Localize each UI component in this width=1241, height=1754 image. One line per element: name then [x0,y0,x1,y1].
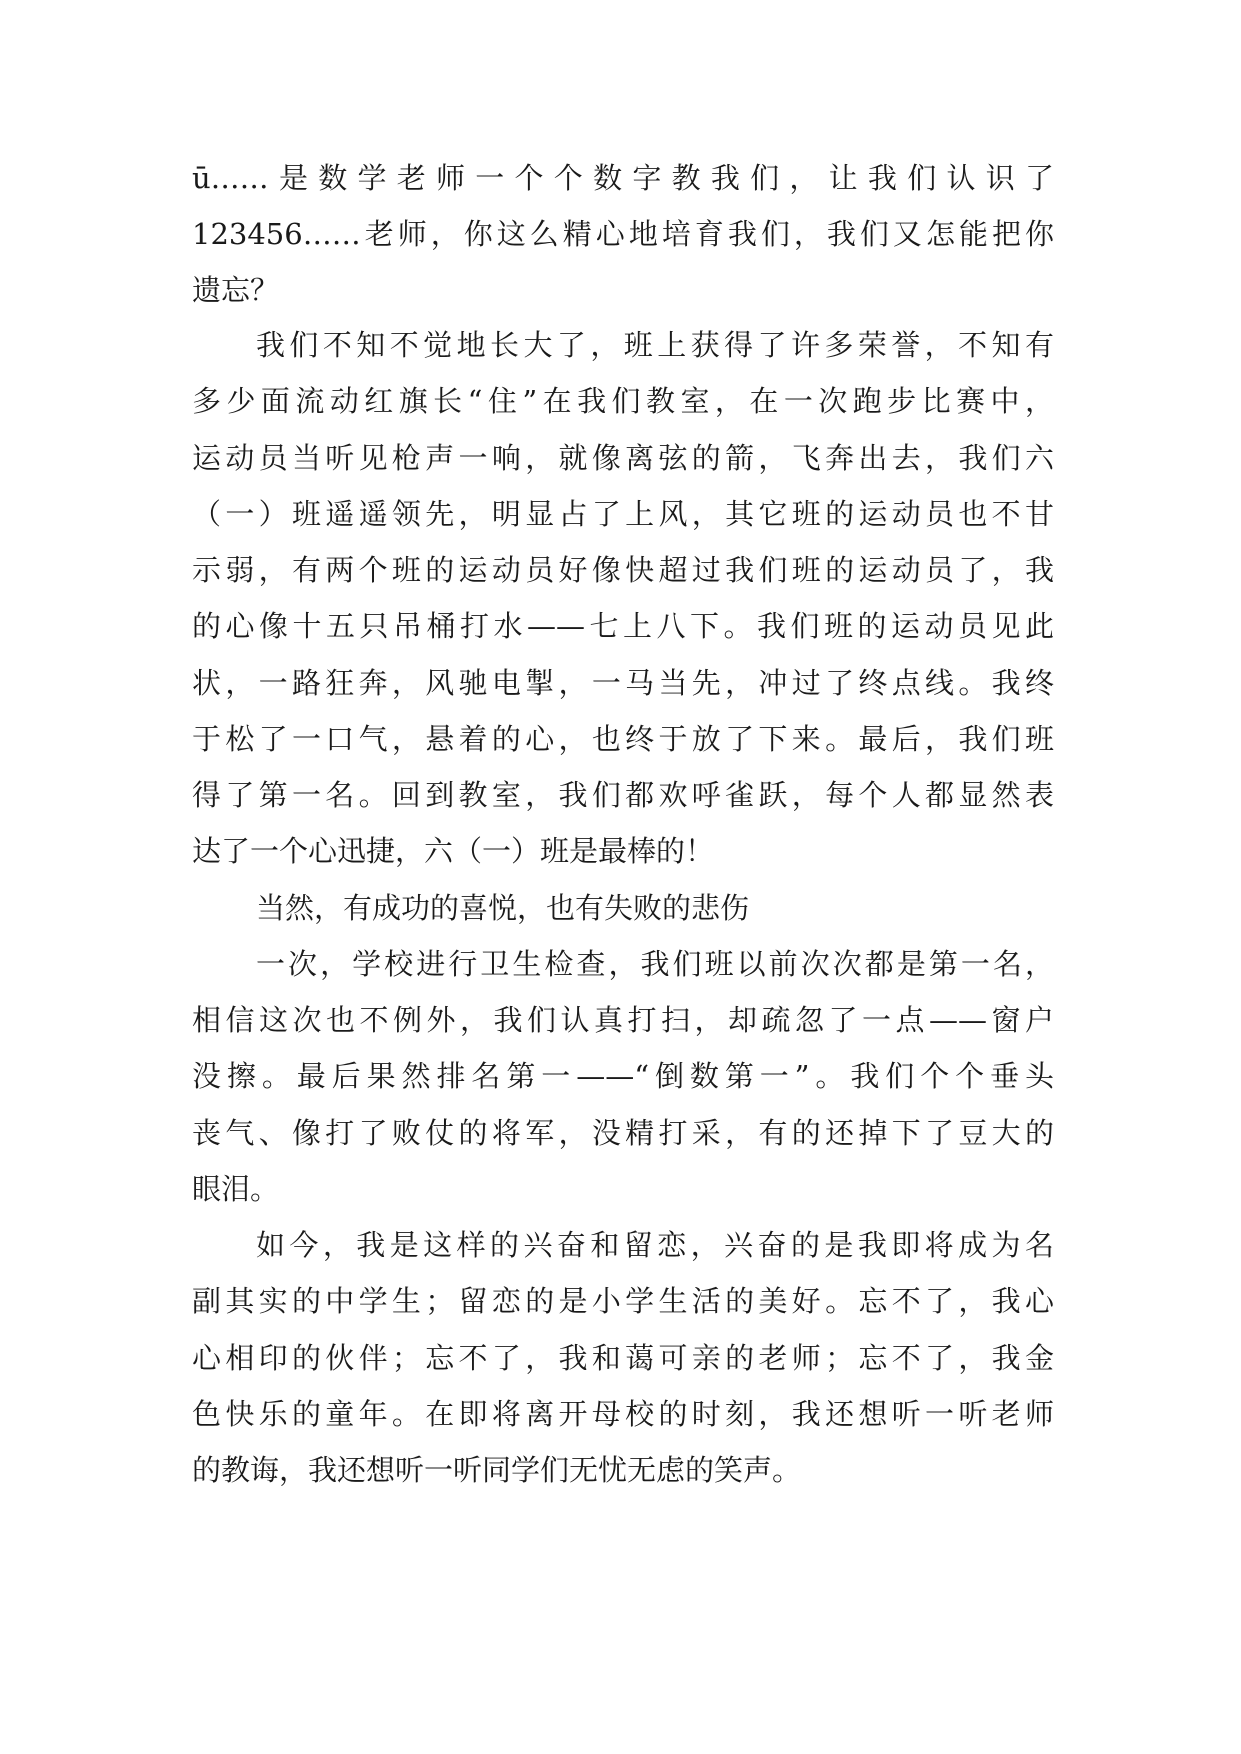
paragraph-4-line-4: 丧气、像打了败仗的将军，没精打采，有的还掉下了豆大的 [192,1116,1054,1150]
paragraph-5-line-5: 的教诲，我还想听一听同学们无忧无虑的笑声。 [192,1453,802,1487]
paragraph-2-line-9: 得了第一名。回到教室，我们都欢呼雀跃，每个人都显然表 [192,778,1054,812]
paragraph-4-line-5: 眼泪。 [192,1172,280,1206]
paragraph-2-line-2: 多少面流动红旗长“住”在我们教室，在一次跑步比赛中， [192,384,1054,418]
paragraph-1-line-3: 遗忘？ [192,273,280,307]
paragraph-4-line-2: 相信这次也不例外，我们认真打扫，却疏忽了一点——窗户 [192,1003,1054,1037]
paragraph-5-line-1: 如今，我是这样的兴奋和留恋，兴奋的是我即将成为名 [256,1228,1054,1262]
paragraph-2-line-10: 达了一个心迅捷，六（一）班是最棒的！ [192,834,715,868]
paragraph-1-line-2: 123456……老师，你这么精心地培育我们，我们又怎能把你 [192,217,1054,251]
paragraph-2-line-5: 示弱，有两个班的运动员好像快超过我们班的运动员了，我 [192,553,1054,587]
paragraph-5-line-4: 色快乐的童年。在即将离开母校的时刻，我还想听一听老师 [192,1397,1054,1431]
paragraph-3-line-1: 当然，有成功的喜悦，也有失败的悲伤 [256,891,750,925]
paragraph-2-line-3: 运动员当听见枪声一响，就像离弦的箭，飞奔出去，我们六 [192,441,1054,475]
paragraph-4-line-1: 一次，学校进行卫生检查，我们班以前次次都是第一名， [256,947,1054,981]
paragraph-2-line-7: 状，一路狂奔，风驰电掣，一马当先，冲过了终点线。我终 [192,666,1054,700]
paragraph-5-line-3: 心相印的伙伴；忘不了，我和蔼可亲的老师；忘不了，我金 [192,1341,1054,1375]
paragraph-5-line-2: 副其实的中学生；留恋的是小学生活的美好。忘不了，我心 [192,1284,1054,1318]
paragraph-2-line-1: 我们不知不觉地长大了，班上获得了许多荣誉，不知有 [256,328,1054,362]
paragraph-1-line-1: ū……是数学老师一个个数字教我们，让我们认识了 [192,161,1054,195]
paragraph-4-line-3: 没擦。最后果然排名第一——“倒数第一”。我们个个垂头 [192,1059,1054,1093]
paragraph-2-line-4: （一）班遥遥领先，明显占了上风，其它班的运动员也不甘 [192,497,1054,531]
paragraph-2-line-8: 于松了一口气，悬着的心，也终于放了下来。最后，我们班 [192,722,1054,756]
paragraph-2-line-6: 的心像十五只吊桶打水——七上八下。我们班的运动员见此 [192,609,1054,643]
